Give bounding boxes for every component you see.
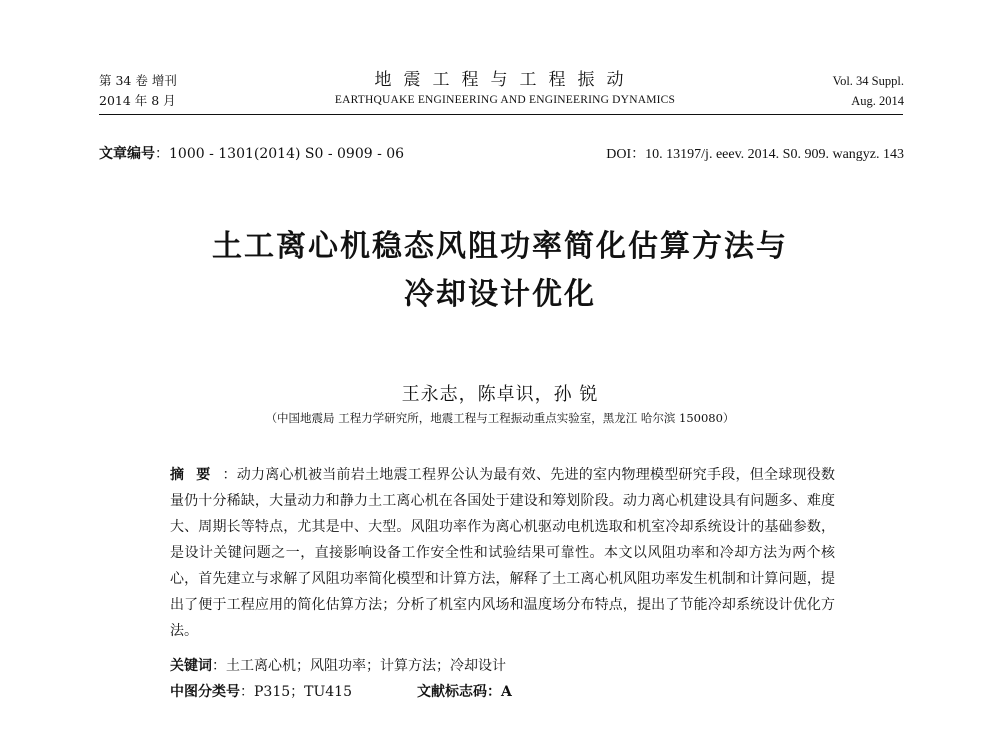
title-line-2: 冷却设计优化	[404, 277, 596, 312]
abstract-label: 摘要	[170, 467, 223, 483]
journal-title-cn: 地震工程与工程振动	[374, 70, 636, 90]
doc-code-label: 文献标志码	[417, 684, 487, 700]
article-number-label: 文章编号	[99, 146, 155, 162]
classification-number	[170, 681, 352, 701]
date-en: Aug. 2014	[851, 94, 904, 108]
clc-label: 中图分类号	[170, 684, 240, 700]
doc-code-value: ：A	[487, 684, 512, 700]
article-number-value: ：1000 - 1301(2014) S0 - 0909 - 06	[155, 146, 405, 162]
date-cn: 2014 年 8 月	[99, 93, 176, 108]
journal-title-en: EARTHQUAKE ENGINEERING AND ENGINEERING DYNAMICS	[334, 94, 676, 106]
header-divider	[99, 114, 903, 115]
article-number	[99, 143, 404, 163]
doi: DOI：10. 13197/j. eeev. 2014. S0. 909. wangyz. 143	[606, 147, 904, 162]
title-line-1: 土工离心机稳态风阻功率简化估算方法与	[212, 229, 788, 264]
document-code	[417, 681, 512, 701]
authors: 王永志，陈卓识，孙 锐	[401, 384, 599, 405]
article-title	[0, 223, 1000, 319]
volume-en: Vol. 34 Suppl.	[832, 74, 904, 88]
header-volume-date-en	[833, 71, 904, 111]
volume-issue: 第 34 卷 增刊	[99, 73, 177, 88]
journal-name	[290, 68, 720, 108]
keywords-value: ：土工离心机；风阻功率；计算方法；冷却设计	[212, 658, 506, 674]
clc-value: ：P315；TU415	[240, 684, 352, 700]
header-volume-date	[99, 71, 177, 111]
keywords	[170, 655, 506, 675]
affiliation: （中国地震局 工程力学研究所，地震工程与工程振动重点实验室，黑龙江 哈尔滨 150080）	[265, 411, 735, 425]
abstract-text: ：动力离心机被当前岩土地震工程界公认为最有效、先进的室内物理模型研究手段，但全球现役数量仍十分稀缺，大量动力和静力土工离心机在各国处于建设和筹划阶段。动力离心机建设具有问题多、难度大、周期长等特点，尤其是中、大型。风阻功率作为离心机驱动电机选取和机室冷却系统设计的基础参数，是设计关键问题之一，直接影响设备工作安全性和试验结果可靠性。本文以风阻功率和冷却方法为两个核心，首先建立与求解了风阻功率简化模型和计算方法，解释了土工离心机风阻功率发生机制和计算问题，提出了便于工程应用的简化估算方法；分析了机室内风场和温度场分布特点，提出了节能冷却系统设计优化方法。	[170, 467, 835, 639]
abstract	[170, 462, 835, 644]
keywords-label: 关键词	[170, 658, 212, 674]
